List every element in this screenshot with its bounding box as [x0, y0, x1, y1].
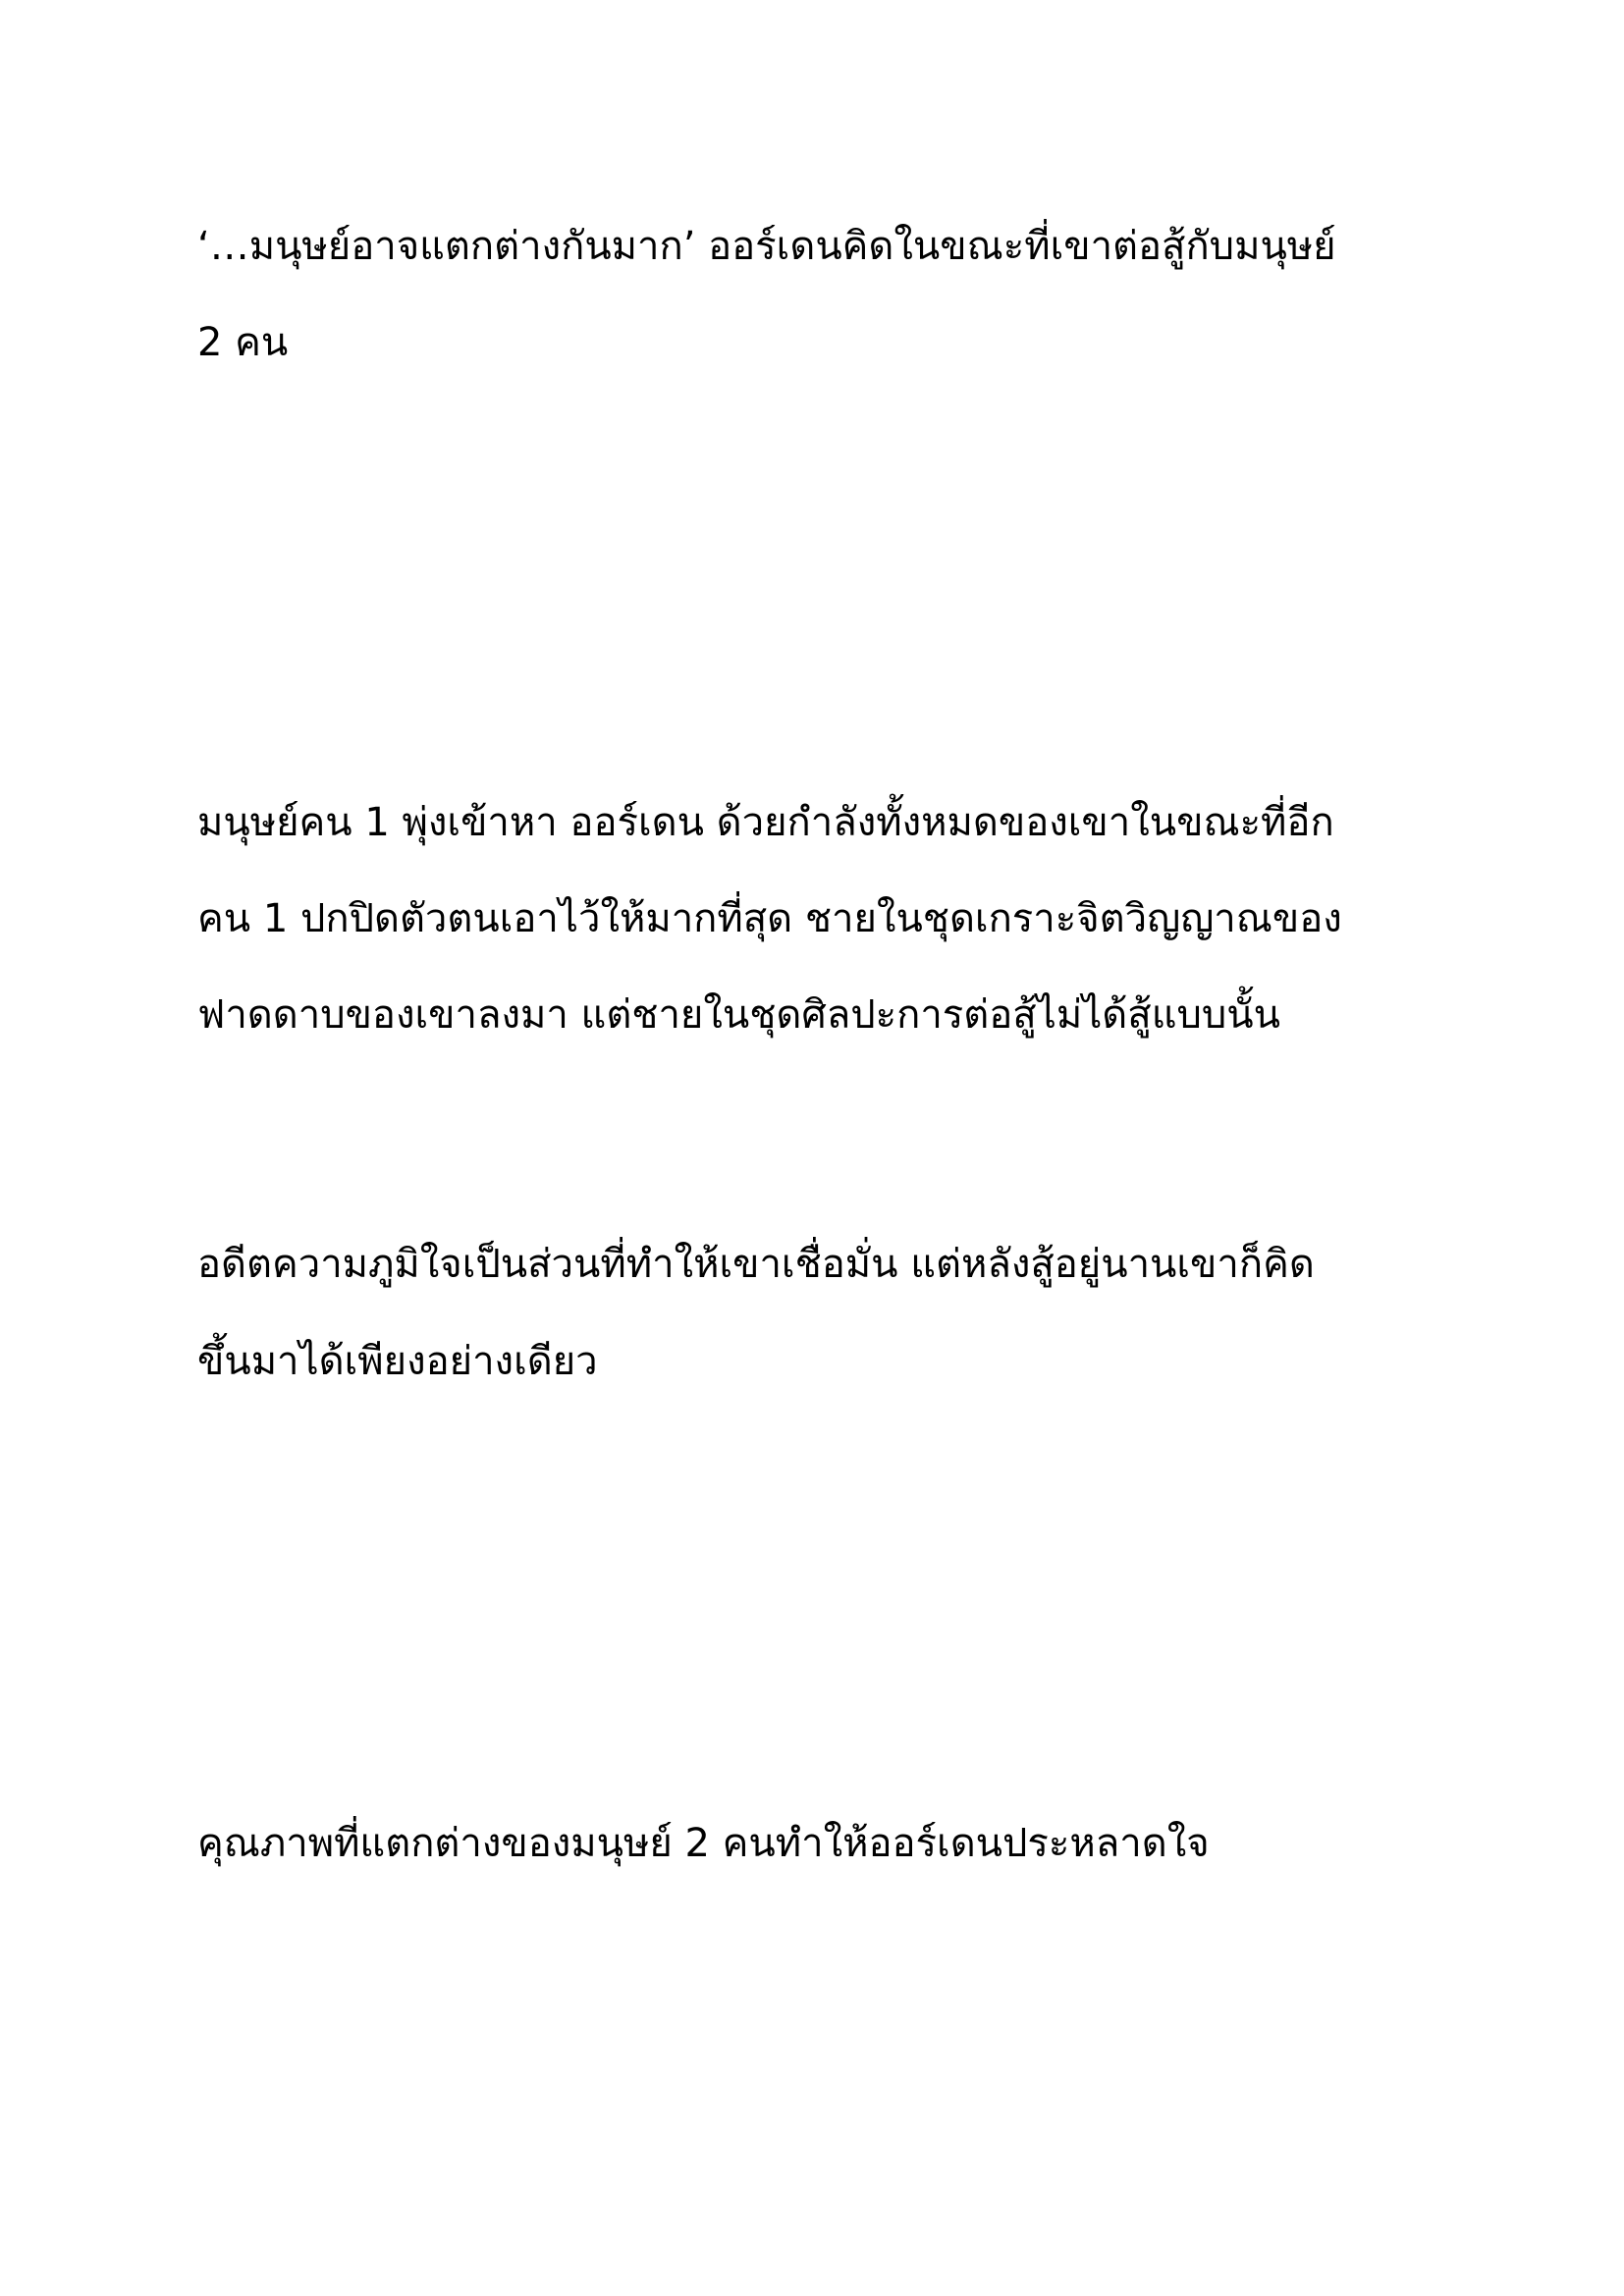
paragraph-2-line-1: มนุษย์คน 1 พุ่งเข้าหา ออร์เดน ด้วยกำลังทั้งหมดของเขาในขณะที่อีก [197, 800, 1334, 845]
paragraph-3-line-1: อดีตความภูมิใจเป็นส่วนที่ทำให้เขาเชื่อมั่น แต่หลังสู้อยู่นานเขาก็คิด [197, 1242, 1315, 1287]
paragraph-4-line-1: คุณภาพที่แตกต่างของมนุษย์ 2 คนทำให้ออร์เดนประหลาดใจ [197, 1821, 1210, 1866]
paragraph-3-line-2: ขึ้นมาได้เพียงอย่างเดียว [197, 1339, 598, 1384]
paragraph-1-line-1: ‘…มนุษย์อาจแตกต่างกันมาก’ ออร์เดนคิดในขณะที่เขาต่อสู้กับมนุษย์ [197, 224, 1336, 269]
paragraph-2-line-2: คน 1 ปกปิดตัวตนเอาไว้ให้มากที่สุด ชายในชุดเกราะจิตวิญญาณของ [197, 896, 1342, 941]
paragraph-2-line-3: ฟาดดาบของเขาลงมา แต่ชายในชุดศิลปะการต่อสู้ไม่ได้สู้แบบนั้น [197, 992, 1280, 1038]
paragraph-1-line-2: 2 คน [197, 320, 289, 365]
